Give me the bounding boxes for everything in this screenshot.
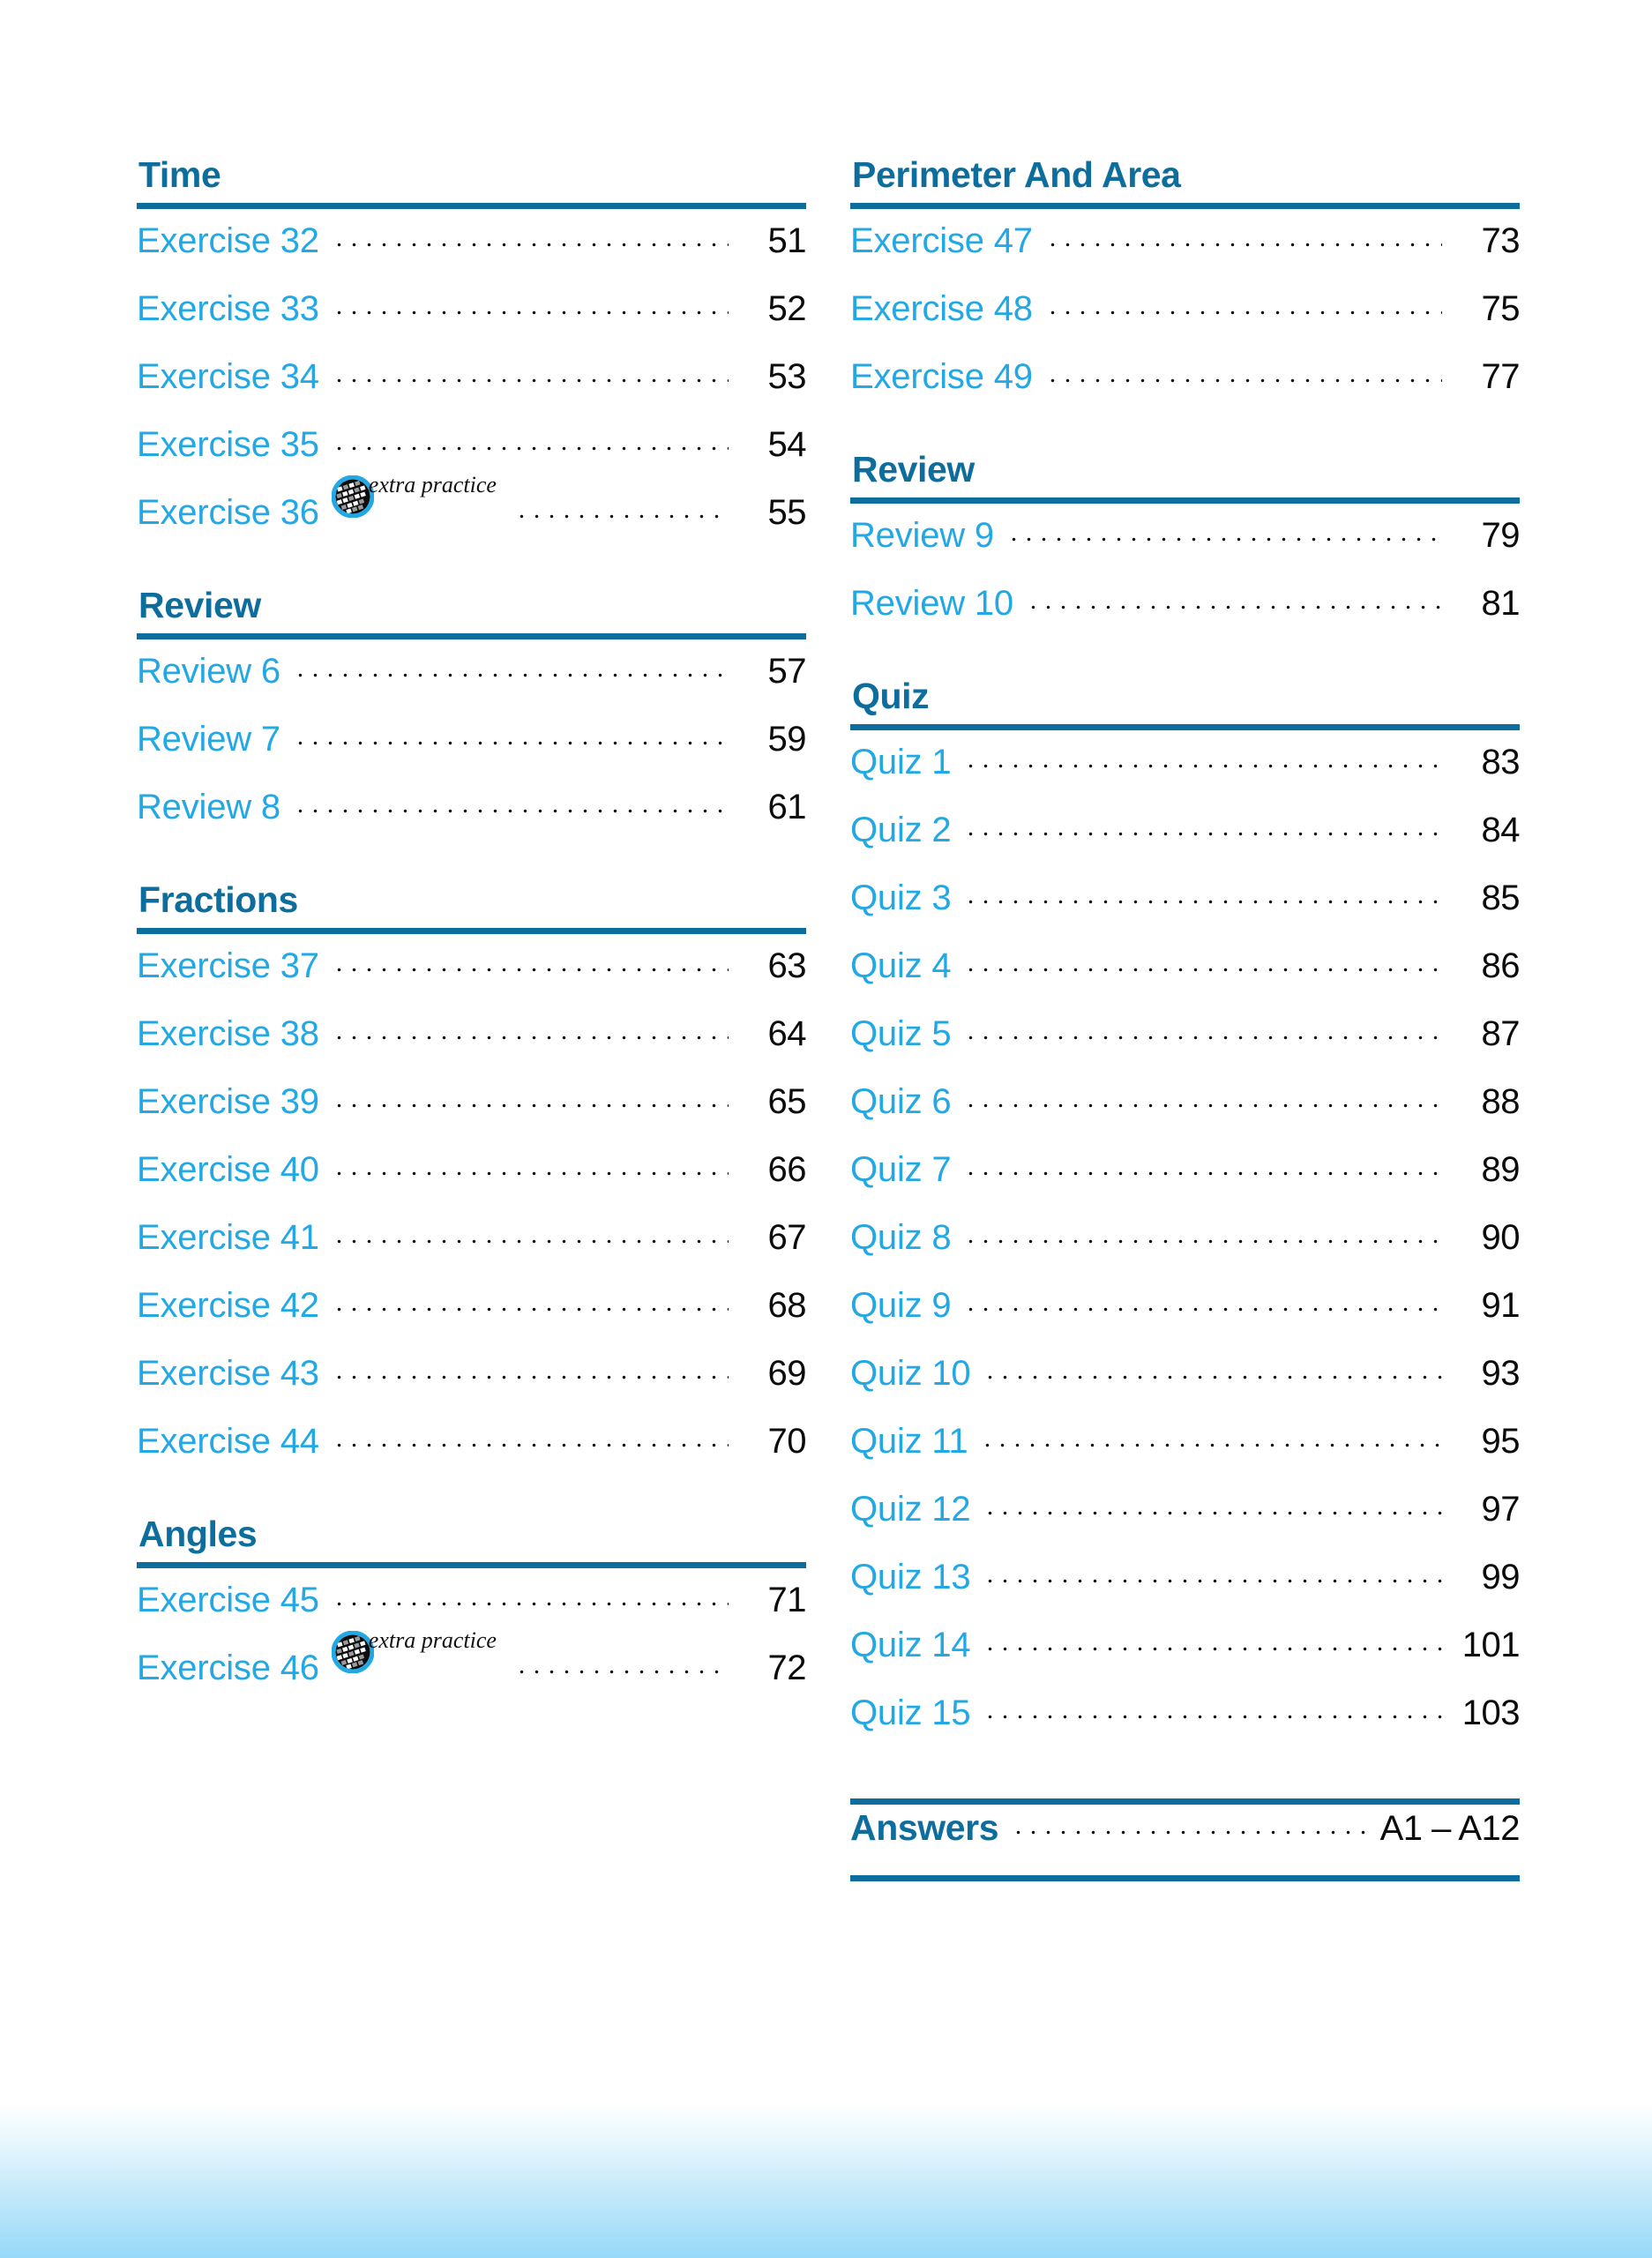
toc-entry-label: Review 6 (137, 652, 280, 691)
toc-entry[interactable] (137, 654, 806, 722)
toc-entry-label: Quiz 10 (850, 1354, 971, 1393)
toc-entry[interactable] (850, 1152, 1520, 1220)
toc-entry-page-number: 89 (1481, 1150, 1520, 1189)
right-column (850, 154, 1520, 1881)
toc-entry-page-number: 71 (767, 1581, 806, 1619)
dotted-leader (332, 1371, 729, 1385)
toc-entry-label: Exercise 41 (137, 1218, 319, 1257)
toc-entry-page-number: 97 (1481, 1490, 1520, 1529)
toc-entry[interactable] (137, 472, 806, 563)
dotted-leader (1045, 374, 1442, 388)
toc-entry[interactable] (850, 223, 1520, 291)
toc-entry-label: Exercise 37 (137, 946, 319, 985)
toc-entry-page-number: 52 (767, 289, 806, 328)
toc-entry-label: Quiz 15 (850, 1694, 971, 1732)
toc-entry-page-number: 59 (767, 720, 806, 759)
dotted-leader (963, 895, 1442, 909)
toc-entry-label: Quiz 13 (850, 1558, 971, 1596)
dotted-leader (293, 804, 729, 819)
dotted-leader (1011, 1826, 1370, 1840)
toc-section (137, 1516, 806, 1718)
toc-entry-label: Quiz 5 (850, 1014, 952, 1053)
dotted-leader (332, 1235, 729, 1249)
dotted-leader (983, 1574, 1442, 1589)
toc-entry[interactable] (137, 1220, 806, 1288)
dotted-leader (963, 1303, 1442, 1317)
toc-entry-label: Review 9 (850, 516, 994, 555)
dotted-leader (332, 442, 729, 456)
dotted-leader (332, 1167, 729, 1181)
left-column (137, 154, 806, 1881)
toc-entry-label: Quiz 9 (850, 1286, 952, 1325)
dotted-leader (514, 510, 729, 524)
answers-rule-top (850, 1798, 1520, 1805)
toc-entry-label: Exercise 46 (137, 1649, 319, 1687)
toc-section (137, 154, 806, 563)
toc-section (137, 587, 806, 857)
toc-entry-page-number: 64 (767, 1014, 806, 1053)
toc-entry-label: Review 7 (137, 720, 280, 759)
toc-section (850, 154, 1520, 427)
toc-entry[interactable] (137, 1016, 806, 1084)
toc-entry[interactable] (850, 1288, 1520, 1356)
toc-entry-page-number: 51 (767, 221, 806, 260)
dotted-leader (332, 1439, 729, 1453)
film-strip-icon (332, 1631, 374, 1673)
dotted-leader (963, 759, 1442, 774)
toc-entry[interactable] (850, 1559, 1520, 1627)
toc-entry-label: Exercise 39 (137, 1082, 319, 1121)
dotted-leader (1045, 306, 1442, 320)
toc-entry[interactable] (137, 223, 806, 291)
dotted-leader (963, 1235, 1442, 1249)
toc-entry-page-number: 88 (1481, 1082, 1520, 1121)
toc-entry-page-number: 54 (767, 425, 806, 464)
toc-entry[interactable] (137, 291, 806, 359)
toc-section (137, 879, 806, 1492)
toc-entry-label: Exercise 47 (850, 221, 1033, 260)
toc-entry-page-number: 93 (1481, 1354, 1520, 1393)
toc-entry[interactable] (850, 1016, 1520, 1084)
answers-page-range: A1 – A12 (1379, 1809, 1520, 1848)
toc-entry-page-number: 86 (1481, 946, 1520, 985)
dotted-leader (514, 1665, 729, 1679)
toc-entry[interactable] (850, 518, 1520, 586)
toc-entry-label: Exercise 38 (137, 1014, 319, 1053)
toc-entry-label: Quiz 1 (850, 743, 952, 781)
toc-entry-label: Quiz 3 (850, 879, 952, 917)
section-rule (137, 203, 806, 209)
section-heading: Review (852, 449, 975, 490)
toc-entry-label: Exercise 43 (137, 1354, 319, 1393)
dotted-leader (332, 1099, 729, 1113)
toc-entry-page-number: 63 (767, 946, 806, 985)
toc-entry[interactable] (137, 1356, 806, 1424)
toc-entry-label: Exercise 45 (137, 1581, 319, 1619)
toc-entry[interactable] (850, 1695, 1520, 1763)
dotted-leader (1026, 601, 1442, 615)
toc-entry-label: Quiz 11 (850, 1422, 968, 1461)
toc-entry-page-number: 73 (1481, 221, 1520, 260)
toc-entry-page-number: 69 (767, 1354, 806, 1393)
toc-entry[interactable] (850, 812, 1520, 880)
toc-entry[interactable] (137, 722, 806, 789)
toc-entry-page-number: 83 (1481, 743, 1520, 781)
toc-entry[interactable] (137, 359, 806, 427)
dotted-leader (332, 374, 729, 388)
toc-section (850, 449, 1520, 654)
toc-entry-page-number: 99 (1481, 1558, 1520, 1596)
toc-entry[interactable] (850, 744, 1520, 812)
toc-entry[interactable] (850, 880, 1520, 948)
toc-entry-page-number: 90 (1481, 1218, 1520, 1257)
toc-entry-page-number: 81 (1481, 584, 1520, 623)
toc-entry-label: Exercise 48 (850, 289, 1033, 328)
dotted-leader (332, 1031, 729, 1045)
section-rule (137, 633, 806, 639)
toc-entry-label: Exercise 35 (137, 425, 319, 464)
toc-entry[interactable] (137, 789, 806, 857)
toc-entry-page-number: 57 (767, 652, 806, 691)
toc-entry-label: Quiz 6 (850, 1082, 952, 1121)
toc-entry-page-number: 91 (1481, 1286, 1520, 1325)
dotted-leader (983, 1507, 1442, 1521)
toc-entry[interactable] (850, 291, 1520, 359)
toc-entry-label: Quiz 2 (850, 811, 952, 849)
toc-entry-page-number: 95 (1481, 1422, 1520, 1461)
toc-entry[interactable] (137, 1288, 806, 1356)
toc-entry[interactable] (850, 1220, 1520, 1288)
toc-entry-page-number: 79 (1481, 516, 1520, 555)
dotted-leader (963, 1167, 1442, 1181)
dotted-leader (332, 306, 729, 320)
extra-practice-label: extra practice (368, 472, 497, 497)
dotted-leader (332, 963, 729, 977)
toc-entry-label: Exercise 49 (850, 357, 1033, 396)
section-heading: Time (138, 154, 221, 195)
section-heading: Perimeter And Area (852, 154, 1181, 195)
toc-entry-page-number: 101 (1461, 1626, 1520, 1664)
toc-section (850, 678, 1520, 1763)
toc-entry-label: Exercise 44 (137, 1422, 319, 1461)
toc-entry-label: Exercise 33 (137, 289, 319, 328)
toc-entry[interactable] (850, 1356, 1520, 1424)
dotted-leader (1045, 238, 1442, 252)
toc-entry[interactable] (137, 1084, 806, 1152)
toc-entry-page-number: 67 (767, 1218, 806, 1257)
dotted-leader (332, 238, 729, 252)
toc-entry-page-number: 103 (1461, 1694, 1520, 1732)
toc-entry-page-number: 61 (767, 788, 806, 826)
dotted-leader (332, 1303, 729, 1317)
toc-entry-page-number: 72 (767, 1649, 806, 1687)
dotted-leader (980, 1439, 1442, 1453)
dotted-leader (293, 736, 729, 751)
answers-block[interactable] (850, 1798, 1520, 1881)
toc-entry-page-number: 77 (1481, 357, 1520, 396)
toc-entry[interactable] (850, 1424, 1520, 1492)
dotted-leader (983, 1371, 1442, 1385)
toc-entry-label: Review 8 (137, 788, 280, 826)
dotted-leader (1006, 533, 1442, 547)
film-strip-icon (332, 475, 374, 518)
toc-entry-label: Exercise 34 (137, 357, 319, 396)
dotted-leader (983, 1642, 1442, 1656)
toc-entry[interactable] (850, 359, 1520, 427)
section-heading: Fractions (138, 879, 298, 920)
toc-entry-label: Exercise 36 (137, 493, 319, 532)
toc-entry-label: Exercise 42 (137, 1286, 319, 1325)
toc-entry[interactable] (137, 1152, 806, 1220)
dotted-leader (963, 963, 1442, 977)
toc-entry-label: Quiz 8 (850, 1218, 952, 1257)
toc-entry[interactable] (137, 948, 806, 1016)
section-rule (137, 928, 806, 934)
toc-entry[interactable] (850, 948, 1520, 1016)
toc-entry-page-number: 55 (767, 493, 806, 532)
toc-entry-label: Quiz 14 (850, 1626, 971, 1664)
decorative-bottom-gradient (0, 2104, 1652, 2258)
toc-entry-page-number: 68 (767, 1286, 806, 1325)
dotted-leader (963, 1099, 1442, 1113)
toc-columns (137, 154, 1520, 1881)
dotted-leader (963, 1031, 1442, 1045)
toc-entry-page-number: 75 (1481, 289, 1520, 328)
section-heading: Review (138, 585, 261, 625)
section-heading: Angles (138, 1514, 258, 1554)
toc-entry[interactable] (850, 1084, 1520, 1152)
toc-entry-label: Quiz 12 (850, 1490, 971, 1529)
dotted-leader (983, 1710, 1442, 1724)
section-rule (850, 724, 1520, 730)
toc-entry-page-number: 65 (767, 1082, 806, 1121)
section-heading: Quiz (852, 676, 930, 716)
toc-entry-page-number: 84 (1481, 811, 1520, 849)
toc-entry-page-number: 70 (767, 1422, 806, 1461)
toc-entry[interactable] (850, 1627, 1520, 1695)
toc-entry-label: Exercise 40 (137, 1150, 319, 1189)
section-rule (137, 1562, 806, 1568)
toc-entry-label: Quiz 7 (850, 1150, 952, 1189)
answers-label: Answers (850, 1807, 999, 1848)
toc-entry-page-number: 87 (1481, 1014, 1520, 1053)
dotted-leader (963, 827, 1442, 841)
extra-practice-label: extra practice (368, 1627, 497, 1653)
toc-entry-page-number: 85 (1481, 879, 1520, 917)
toc-entry-page-number: 66 (767, 1150, 806, 1189)
toc-entry-page-number: 53 (767, 357, 806, 396)
toc-entry[interactable] (137, 1424, 806, 1492)
section-rule (850, 497, 1520, 504)
toc-entry[interactable] (850, 1492, 1520, 1559)
section-rule (850, 203, 1520, 209)
dotted-leader (293, 669, 729, 683)
answers-rule-bottom (850, 1875, 1520, 1881)
answers-row[interactable] (850, 1805, 1520, 1875)
toc-entry-label: Quiz 4 (850, 946, 952, 985)
toc-entry-label: Exercise 32 (137, 221, 319, 260)
dotted-leader (332, 1597, 729, 1611)
toc-entry-label: Review 10 (850, 584, 1013, 623)
toc-entry[interactable] (850, 586, 1520, 654)
toc-entry[interactable] (137, 1627, 806, 1718)
